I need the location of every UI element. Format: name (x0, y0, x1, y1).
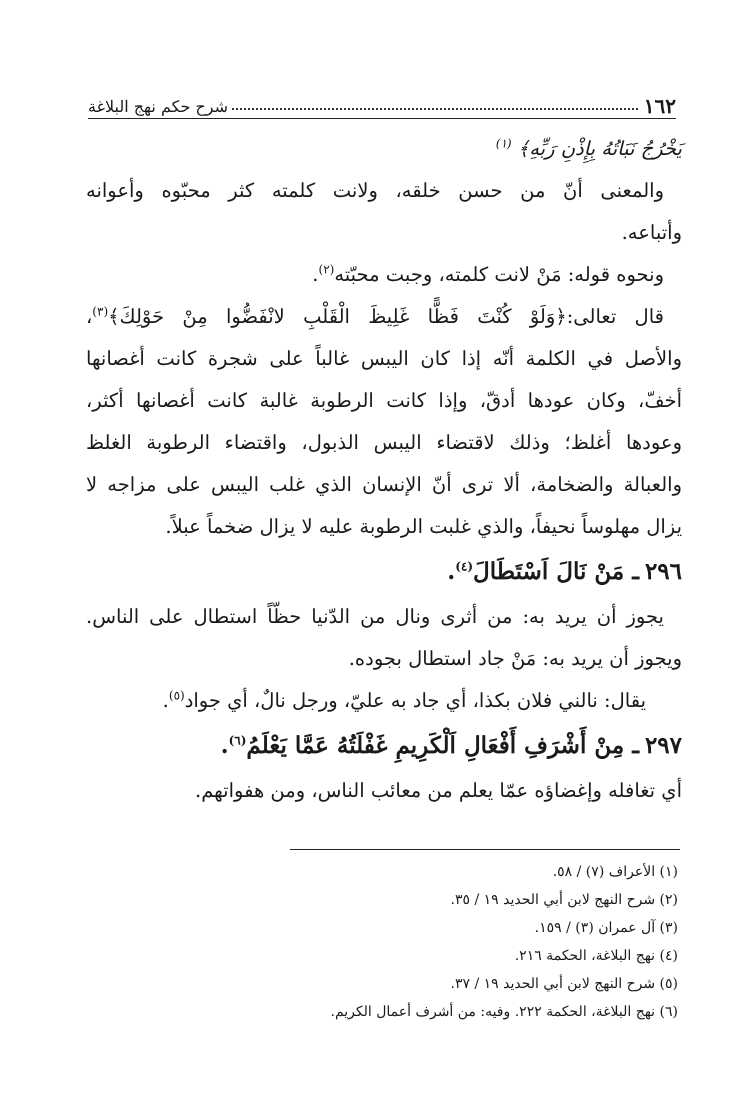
paragraph-line: والعبالة والضخامة، ألا ترى أنّ الإنسان الذي غلب اليبس على مزاجه لا (86, 473, 682, 496)
paragraph-line: وعودها أغلظ؛ وذلك لاقتضاء اليبس الذبول، واقتضاء الرطوبة الغلظ (86, 431, 682, 454)
saying-text: ـ مَنْ نَالَ اَسْتَطَالَ (473, 558, 639, 585)
paragraph-line: والمعنى أنّ من حسن خلقه، ولانت كلمته كثر محبّوه وأعوانه (86, 179, 664, 202)
footnote: (٥) شرح النهج لابن أبي الحديد ١٩ / ٣٧. (450, 976, 678, 992)
footnote-ref: (٦) (228, 733, 247, 748)
saying-297-heading: ٢٩٧ـ مِنْ أَشْرَفِ أَفْعَالِ اَلْكَرِيمِ غَفْلَتُهُ عَمَّا يَعْلَمُ$^{(٦)}$. (220, 732, 682, 759)
line-text: يقال: نالني فلان بكذا، أي جاد به عليّ، ورجل نالٌ، أي جواد (184, 689, 646, 712)
footnote-ref: (٣) (92, 304, 109, 319)
quran-citation-line: قال تعالى:﴿وَلَوْ كُنْتَ فَظًّا غَلِيظَ الْقَلْبِ لانْفَضُّوا مِنْ حَوْلِكَ﴾$^{(٣)}$، (86, 304, 664, 328)
footnote-ref: (١) (495, 136, 512, 151)
verse-text: يَخْرُجُ نَبَاتُهُ بِإِذْنِ رَبِّهِ﴾ (517, 137, 682, 160)
page-number: ١٦٢ (643, 94, 676, 118)
page-header (88, 84, 676, 119)
paragraph-line: أخفّ، وكان عودها أدقّ، وإذا كانت الرطوبة غالبة كانت أغصانها أكثر، (86, 389, 682, 412)
footnotes (150, 858, 678, 1026)
paragraph-line: يجوز أن يريد به: من أثرى ونال من الدّنيا حظّاً استطال على الناس. (86, 605, 664, 628)
saying-296-heading: ٢٩٦ـ مَنْ نَالَ اَسْتَطَالَ$^{(٤)}$. (447, 558, 682, 585)
footnote-separator (290, 849, 680, 850)
footnote: (٦) نهج البلاغة، الحكمة ٢٢٢. وفيه: من أشرف أعمال الكريم. (330, 1004, 678, 1020)
footnote-ref: (٤) (455, 559, 474, 574)
paragraph-line: ونحوه قوله: مَنْ لانت كلمته، وجبت محبّته$^{(٢)}$. (312, 262, 664, 286)
main-text (86, 128, 682, 812)
footnote: (٣) آل عمران (٣) / ١٥٩. (534, 920, 678, 936)
footnote-ref: (٢) (318, 262, 335, 277)
saying-text: ـ مِنْ أَشْرَفِ أَفْعَالِ اَلْكَرِيمِ غَفْلَتُهُ عَمَّا يَعْلَمُ (246, 732, 639, 759)
paragraph-line: وأتباعه. (621, 221, 682, 244)
footnote: (٢) شرح النهج لابن أبي الحديد ١٩ / ٣٥. (450, 892, 678, 908)
saying-number: ٢٩٦ (644, 558, 682, 585)
saying-number: ٢٩٧ (644, 732, 682, 759)
footnote-ref: (٥) (168, 688, 185, 703)
line-text: ونحوه قوله: مَنْ لانت كلمته، وجبت محبّته (334, 263, 664, 286)
paragraph-line: أي تغافله وإغضاؤه عمّا يعلم من معائب الناس، ومن هفواتهم. (195, 779, 682, 802)
footnote: (٤) نهج البلاغة، الحكمة ٢١٦. (514, 948, 678, 964)
paragraph-line: والأصل في الكلمة أنّه إذا كان اليبس غالباً على شجرة كانت أغصانها (86, 347, 682, 370)
footnote: (١) الأعراف (٧) / ٥٨. (552, 864, 678, 880)
paragraph-line: يزال مهلوساً نحيفاً، والذي غلبت الرطوبة عليه لا يزال ضخماً عبلاً. (165, 515, 682, 538)
header-dotted-leader (232, 108, 638, 110)
paragraph-line: يقال: نالني فلان بكذا، أي جاد به عليّ، ورجل نالٌ، أي جواد$^{(٥)}$. (162, 688, 646, 712)
quran-verse-continuation (86, 128, 682, 170)
paragraph-line: ويجوز أن يريد به: مَنْ جاد استطال بجوده. (348, 647, 682, 670)
running-title: شرح حكم نهج البلاغة (88, 97, 228, 116)
line-text: قال تعالى:﴿وَلَوْ كُنْتَ فَظًّا غَلِيظَ الْقَلْبِ لانْفَضُّوا مِنْ حَوْلِكَ﴾ (108, 305, 664, 328)
